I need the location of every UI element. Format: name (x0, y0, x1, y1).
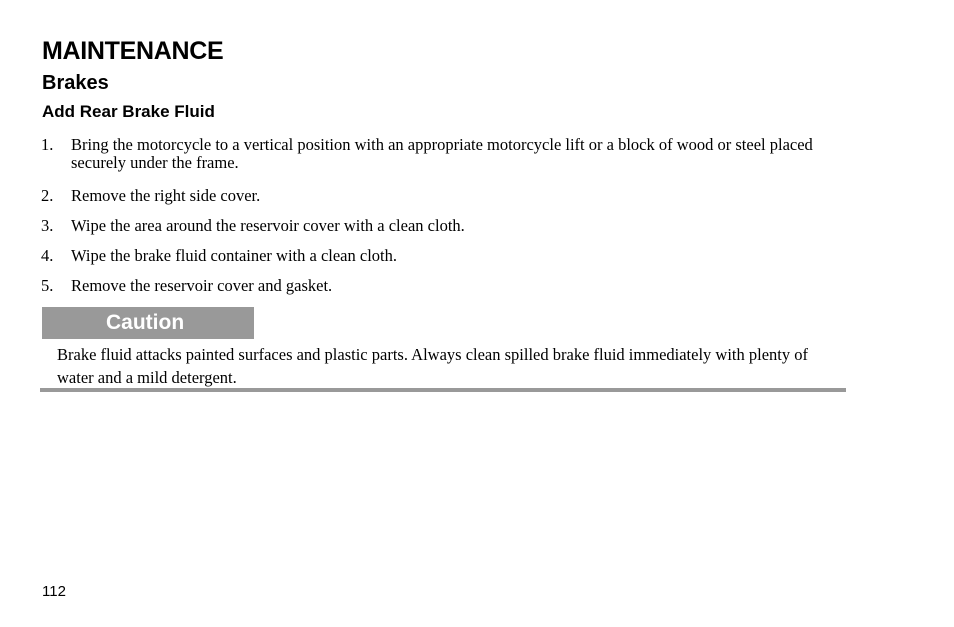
page-number: 112 (42, 583, 66, 600)
step-number: 2. (41, 186, 54, 205)
step-number: 3. (41, 216, 54, 235)
step-text: Wipe the area around the reservoir cover with a clean cloth. (71, 216, 465, 235)
subsection-title: Brakes (42, 72, 109, 94)
step-text: Remove the reservoir cover and gasket. (71, 276, 333, 295)
step-text: Wipe the brake fluid container with a clean cloth. (71, 246, 397, 265)
caution-text: Brake fluid attacks painted surfaces and plastic parts. Always clean spilled brake fluid immediately with plenty of water and a mild detergent. (57, 345, 808, 387)
caution-divider (40, 388, 846, 392)
caution-banner (42, 307, 254, 339)
step-item (41, 247, 853, 265)
step-number: 4. (41, 246, 54, 265)
step-text: Remove the right side cover. (71, 186, 261, 205)
step-text: Bring the motorcycle to a vertical position with an appropriate motorcycle lift or a block of wood or steel placed securely under the frame. (71, 135, 813, 172)
step-item (41, 136, 853, 172)
caution-label: Caution (106, 311, 185, 334)
procedure-title: Add Rear Brake Fluid (42, 102, 215, 121)
section-title: MAINTENANCE (42, 37, 224, 65)
step-number: 5. (41, 276, 54, 295)
step-item (41, 277, 853, 295)
step-number: 1. (41, 135, 54, 154)
step-item (41, 217, 853, 235)
step-item (41, 187, 853, 205)
